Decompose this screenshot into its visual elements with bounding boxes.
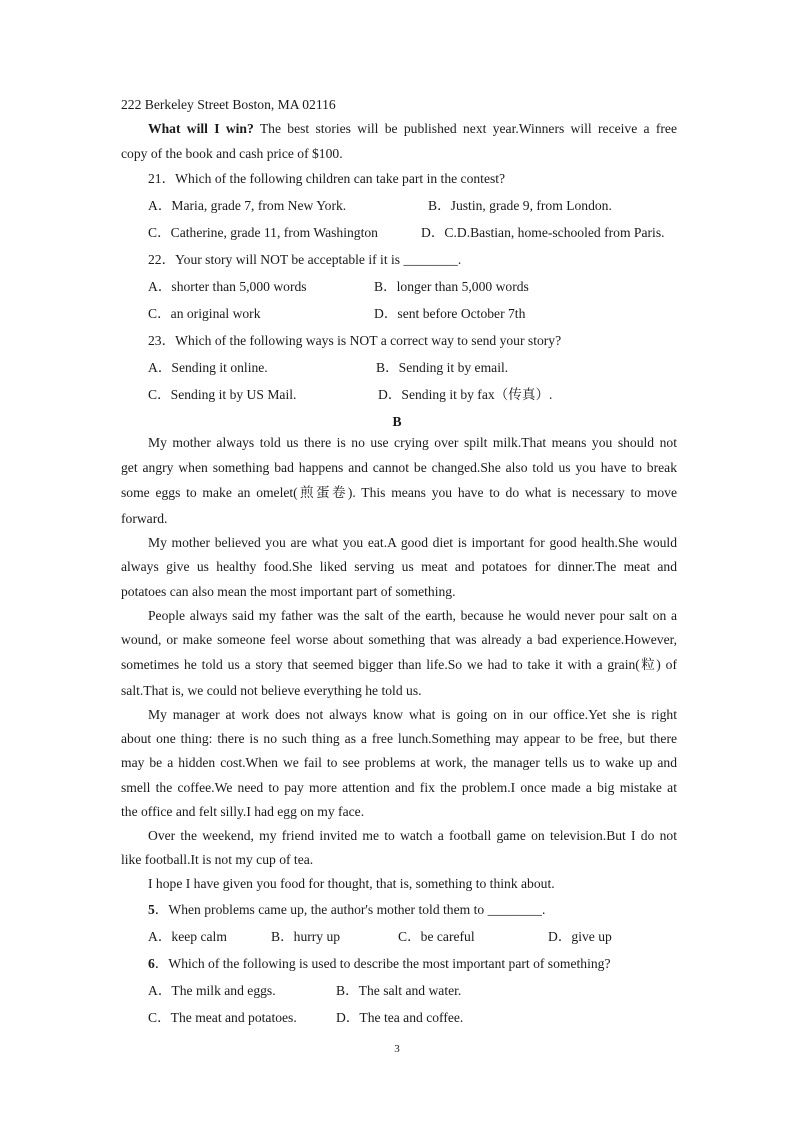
passage-line: may be a hidden cost.When we fail to see problems at work, the manager tells us to wake up and [121,755,677,770]
question-5-option-a: A．keep calm [148,929,227,944]
question-22-stem: 22．Your story will NOT be acceptable if it is ________. [148,252,462,267]
prize-heading: What will I win? [148,121,254,136]
question-23-option-d: D．Sending it by fax（传真）. [378,387,553,402]
passage-line: always give us healthy food.She liked serving us meat and potatoes for dinner.The meat and [121,559,677,574]
question-23-option-b: B．Sending it by email. [376,360,509,375]
prize-text-1: The best stories will be published next year.Winners will receive a free [253,121,678,136]
question-22-option-c: C．an original work [148,306,261,321]
page-number: 3 [394,1043,400,1055]
passage-line: salt.That is, we could not believe everything he told us. [121,683,422,698]
passage-line: My mother believed you are what you eat.A good diet is important for good health.She would [148,535,677,550]
passage-line: potatoes can also mean the most important part of something. [121,584,456,599]
passage-line: forward. [121,511,168,526]
prize-line-1 [148,120,677,138]
prize-line-2: copy of the book and cash price of $100. [121,146,343,161]
question-23-stem: 23．Which of the following ways is NOT a correct way to send your story? [148,333,562,348]
question-6-option-a: A．The milk and eggs. [148,983,276,998]
question-22-option-b: B．longer than 5,000 words [374,279,529,294]
question-21-option-c: C．Catherine, grade 11, from Washington [148,225,378,240]
question-22-option-d: D．sent before October 7th [374,306,526,321]
passage-line: sometimes he told us a story that seemed bigger than life.So we had to take it with a grain(粒) of [121,657,677,672]
question-5-text: ．When problems came up, the author's mother told them to ________. [154,902,546,917]
passage-line: I hope I have given you food for thought, that is, something to think about. [148,876,555,891]
question-5-stem [148,901,677,919]
passage-line: the office and felt silly.I had egg on my face. [121,804,365,819]
passage-line: get angry when something bad happens and cannot be changed.She also told us you have to break [121,460,677,475]
passage-line: People always said my father was the salt of the earth, because he would never pour salt on a [148,608,677,623]
question-5-option-d: D．give up [548,929,612,944]
passage-line: My mother always told us there is no use crying over spilt milk.That means you should not [148,435,677,450]
section-b-heading: B [392,414,402,429]
question-21-option-a: A．Maria, grade 7, from New York. [148,198,347,213]
passage-line: smell the coffee.We need to pay more attention and fix the problem.I once made a big mistake at [121,780,677,795]
question-23-option-c: C．Sending it by US Mail. [148,387,297,402]
question-21-option-b: B．Justin, grade 9, from London. [428,198,612,213]
question-6-number: 6 [148,956,155,971]
passage-line: My manager at work does not always know what is going on in our office.Yet she is right [148,707,677,722]
question-21-stem: 21．Which of the following children can take part in the contest? [148,171,506,186]
passage-line: like football.It is not my cup of tea. [121,852,314,867]
question-5-option-b: B．hurry up [271,929,341,944]
question-21-option-d: D．C.D.Bastian, home-schooled from Paris. [421,225,665,240]
address-line: 222 Berkeley Street Boston, MA 02116 [121,97,336,112]
passage-line: about one thing: there is no such thing as a free lunch.Something may appear to be free, but there [121,731,677,746]
question-5-option-c: C．be careful [398,929,475,944]
passage-line: wound, or make someone feel worse about something that was already a bad experience.However, [121,632,677,647]
question-6-option-b: B．The salt and water. [336,983,462,998]
question-6-option-c: C．The meat and potatoes. [148,1010,297,1025]
question-5-number: 5 [148,902,155,917]
question-6-option-d: D．The tea and coffee. [336,1010,464,1025]
passage-line: Over the weekend, my friend invited me to watch a football game on television.But I do not [148,828,677,843]
question-22-option-a: A．shorter than 5,000 words [148,279,307,294]
passage-line: some eggs to make an omelet(煎蛋卷). This means you have to do what is necessary to move [121,485,677,500]
question-6-stem [148,955,677,973]
question-23-option-a: A．Sending it online. [148,360,268,375]
question-6-text: ．Which of the following is used to describe the most important part of something? [154,956,611,971]
